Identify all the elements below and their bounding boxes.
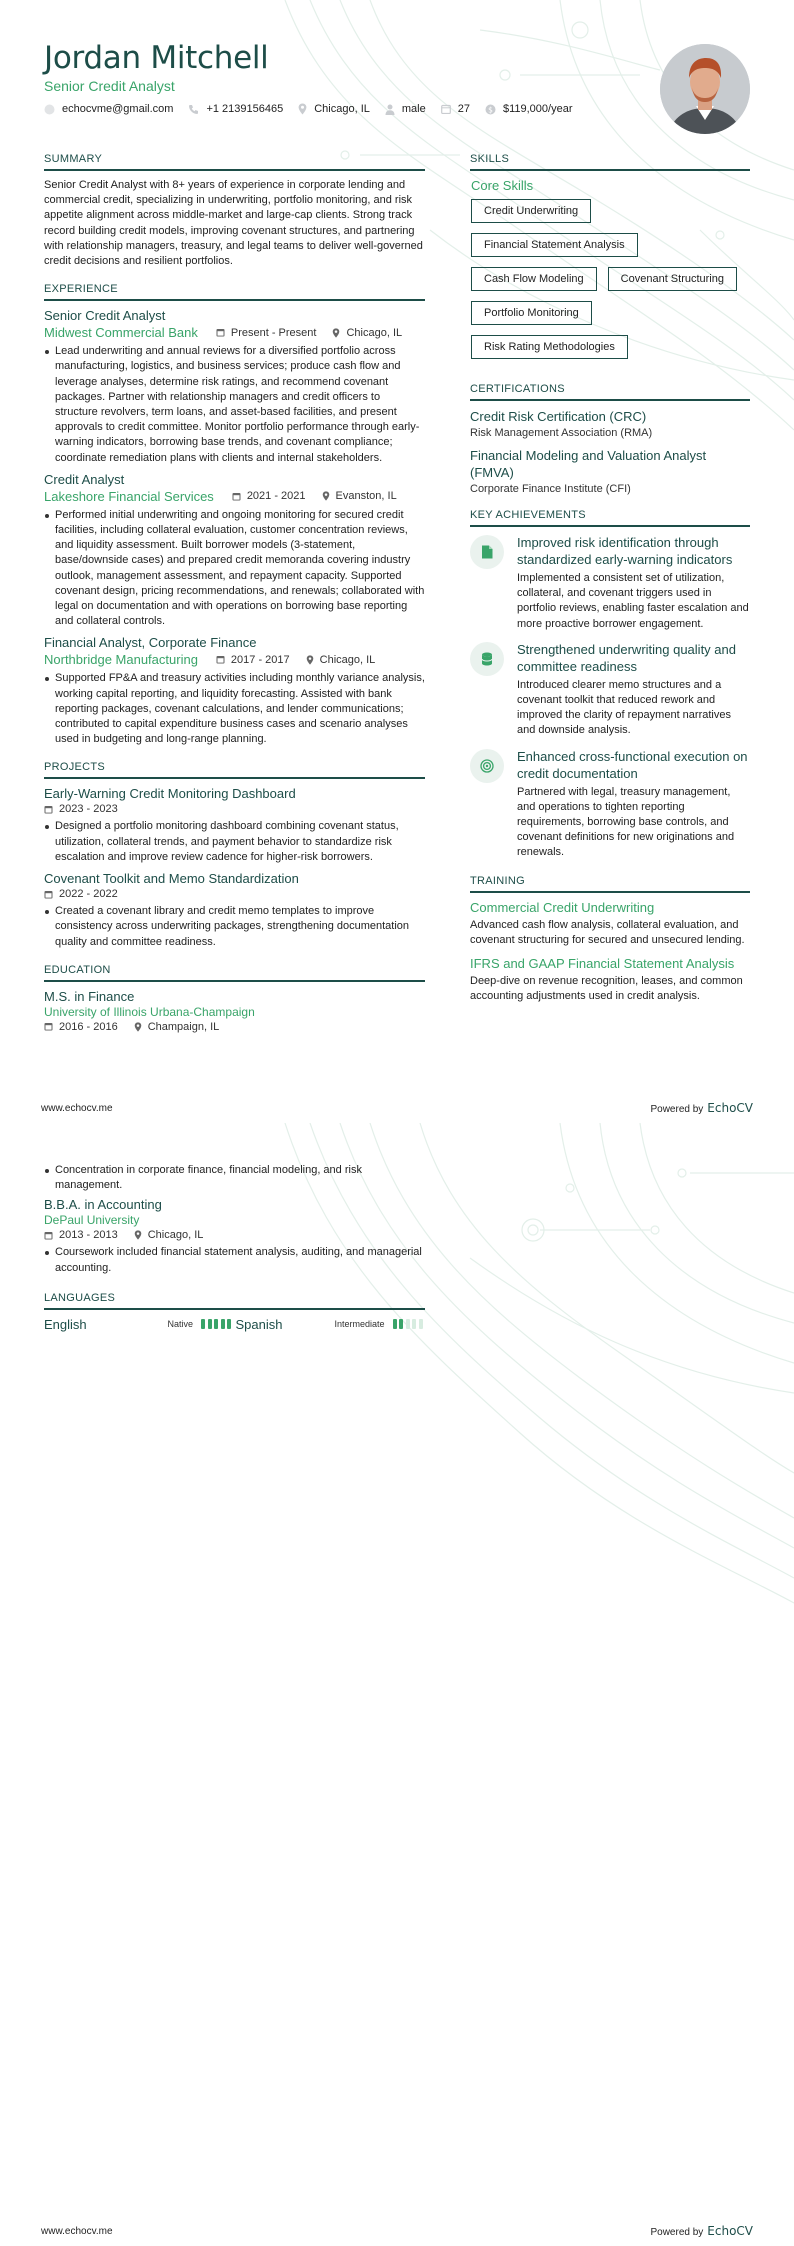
achievement-desc: Implemented a consistent set of utilization, collateral, and covenant triggers used in portfolio reviews, enabling faster escalation and more proactive borrower engagement. [517, 572, 749, 630]
skills-group-title: Core Skills [471, 178, 534, 193]
location-pin-icon [134, 1230, 142, 1240]
email-text: echocvme@gmail.com [62, 103, 174, 115]
contact-gender [385, 103, 426, 115]
skill-tag: Risk Rating Methodologies [471, 335, 628, 359]
proficiency-bar [214, 1319, 218, 1329]
profile-photo [660, 44, 750, 134]
education-dates-text: 2013 - 2013 [59, 1229, 118, 1242]
experience-bullet: Supported FP&A and treasury activities including monthly variance analysis, working capital reporting, and liquidity forecasting. Assisted with bank reporting packages, covenant calculations, and lender communications; contributed to capital expenditure business cases and scenario analyses used in budgeting and long-range planning. [44, 671, 425, 747]
certification-name: Credit Risk Certification (CRC) [470, 409, 647, 424]
education-degree: B.B.A. in Accounting [44, 1197, 162, 1213]
email-icon [44, 104, 55, 115]
experience-dates-text: Present - Present [230, 326, 317, 339]
language-item [236, 1317, 426, 1332]
resume-page-2 [0, 1123, 794, 2246]
right-column [470, 153, 750, 1012]
location-pin-icon [134, 1022, 142, 1032]
training-name: Commercial Credit Underwriting [470, 899, 655, 915]
language-name: Spanish [235, 1316, 283, 1332]
contact-row [44, 103, 684, 115]
language-proficiency-bars [393, 1319, 426, 1329]
person-icon [385, 104, 395, 115]
proficiency-bar [201, 1319, 205, 1329]
salary-text: $119,000/year [502, 103, 573, 115]
page-footer [41, 1093, 753, 1123]
project-item [44, 871, 425, 950]
project-bullet: Created a covenant library and credit memo templates to improve consistency across underwriting packages, strengthening documentation quality and committee readiness. [44, 904, 425, 950]
calendar-icon [232, 492, 241, 501]
contact-salary [485, 103, 573, 115]
project-name: Early-Warning Credit Monitoring Dashboard [44, 786, 296, 802]
calendar-icon [44, 890, 53, 899]
location-pin-icon [298, 103, 307, 115]
education-section [44, 964, 425, 1033]
proficiency-bar [221, 1319, 225, 1329]
certifications-section [470, 383, 750, 495]
certification-name: Financial Modeling and Valuation Analyst (FMVA) [470, 448, 707, 480]
resume-header [44, 40, 684, 115]
achievement-title: Improved risk identification through standardized early-warning indicators [517, 535, 733, 567]
calendar-icon [441, 104, 451, 114]
proficiency-bar [419, 1319, 423, 1329]
candidate-title: Senior Credit Analyst [44, 78, 175, 94]
skill-tag: Portfolio Monitoring [471, 301, 592, 325]
achievement-desc: Introduced clearer memo structures and a covenant toolkit that reduced rework and improved the clarity of repayment narratives and downside analysis. [517, 678, 731, 737]
phone-icon [188, 104, 199, 115]
proficiency-bar [406, 1319, 410, 1329]
contact-email [44, 103, 173, 115]
footer-brand[interactable]: EchoCV [707, 2224, 753, 2238]
language-level: Intermediate [334, 1319, 385, 1330]
experience-dates [216, 327, 317, 339]
education-location-text: Chicago, IL [147, 1229, 204, 1242]
education-degree: M.S. in Finance [44, 988, 135, 1004]
education-school: DePaul University [44, 1213, 140, 1228]
certification-org: Risk Management Association (RMA) [470, 427, 653, 439]
languages-section [44, 1292, 425, 1332]
achievement-item [470, 534, 750, 632]
experience-location [306, 654, 376, 666]
project-dates-text: 2023 - 2023 [59, 803, 118, 816]
project-name: Covenant Toolkit and Memo Standardization [44, 871, 299, 887]
achievement-item [470, 748, 750, 861]
skills-heading: SKILLS [470, 153, 750, 171]
education-location-text: Champaign, IL [147, 1020, 220, 1033]
footer-powered-label: Powered by [650, 2227, 704, 2238]
project-dates-text: 2022 - 2022 [59, 888, 118, 901]
proficiency-bar [393, 1319, 397, 1329]
skill-tags [470, 199, 750, 369]
language-name: English [44, 1316, 87, 1332]
education-dates-text: 2016 - 2016 [59, 1020, 118, 1033]
experience-bullet: Lead underwriting and annual reviews for a diversified portfolio across manufacturing, logistics, and business services; produce cash flow and leverage analyses, determine risk ratings, and recommend covenant packages. Partner with relationship managers and credit officers to structure revolvers, term loans, and asset-based facilities, and present approvals to credit committee. Monitor portfolio performance through early-warning indicators, borrowing base trends, and covenant compliance; coordinate remediation plans with clients and internal stakeholders. [44, 344, 425, 466]
education-location [134, 1229, 204, 1241]
experience-dates-text: 2021 - 2021 [246, 490, 306, 503]
project-dates [44, 888, 118, 900]
experience-item [44, 308, 425, 466]
footer-powered-by [650, 1101, 753, 1115]
experience-location [332, 327, 402, 339]
age-text: 27 [457, 103, 470, 115]
skill-tag: Credit Underwriting [471, 199, 591, 223]
contact-location [298, 103, 370, 115]
education-heading: EDUCATION [44, 964, 425, 982]
footer-powered-by [650, 2224, 753, 2238]
calendar-icon [216, 655, 225, 664]
experience-bullet: Performed initial underwriting and ongoing monitoring for secured credit facilities, including collateral evaluation, customer concentration reviews, and liquidity assessment. Built borrower models (3-statement, base/downside cases) and prepared credit memoranda covering industry outlook, management assessment, and repayment capacity. Supported covenant design, pricing recommendations, and renewals; collaborated with legal on documentation and with operations on borrowing base reporting and collateral controls. [44, 508, 425, 630]
gender-text: male [401, 103, 426, 115]
language-proficiency-bars [201, 1319, 234, 1329]
education-bullet: Concentration in corporate finance, financial modeling, and risk management. [44, 1163, 425, 1193]
training-desc: Advanced cash flow analysis, collateral evaluation, and covenant structuring for secured and unsecured lending. [470, 918, 745, 946]
achievement-desc: Partnered with legal, treasury management, and operations to tighten reporting requirements, borrowing base controls, and covenant definitions for new originations and renewals. [517, 785, 735, 859]
experience-location-text: Chicago, IL [346, 326, 403, 339]
education-bullet: Coursework included financial statement analysis, auditing, and managerial accounting. [44, 1245, 425, 1275]
footer-site-link[interactable]: www.echocv.me [41, 1102, 113, 1114]
training-heading: TRAINING [470, 875, 750, 893]
candidate-name: Jordan Mitchell [44, 40, 269, 76]
language-level: Native [167, 1319, 193, 1330]
database-icon [470, 642, 504, 676]
language-item [44, 1317, 234, 1332]
experience-location-text: Chicago, IL [319, 653, 376, 666]
proficiency-bar [412, 1319, 416, 1329]
proficiency-bar [227, 1319, 231, 1329]
left-column [44, 153, 425, 1041]
education-location [134, 1021, 220, 1033]
training-section [470, 875, 750, 1005]
page2-left-column [44, 1163, 425, 1332]
footer-brand[interactable]: EchoCV [707, 1101, 753, 1115]
location-pin-icon [322, 491, 330, 501]
proficiency-bar [208, 1319, 212, 1329]
training-desc: Deep-dive on revenue recognition, leases, and common accounting adjustments used in credit analysis. [470, 975, 743, 1003]
calendar-icon [44, 1022, 53, 1031]
skill-tag: Financial Statement Analysis [471, 233, 638, 257]
project-dates [44, 803, 118, 815]
project-bullet: Designed a portfolio monitoring dashboard combining covenant status, utilization, collateral trends, and payment behavior to standardize risk escalation and improve review cadence for higher-risk borrowers. [44, 819, 425, 865]
certifications-heading: CERTIFICATIONS [470, 383, 750, 401]
experience-section [44, 283, 425, 747]
certification-org: Corporate Finance Institute (CFI) [470, 483, 631, 495]
calendar-icon [216, 328, 225, 337]
skill-tag: Covenant Structuring [608, 267, 737, 291]
training-name: IFRS and GAAP Financial Statement Analysis [470, 956, 735, 972]
experience-item [44, 472, 425, 630]
education-dates [44, 1229, 118, 1241]
experience-company: Midwest Commercial Bank [44, 325, 198, 341]
projects-section [44, 761, 425, 949]
experience-role: Senior Credit Analyst [44, 308, 166, 324]
calendar-icon [44, 805, 53, 814]
summary-text: Senior Credit Analyst with 8+ years of experience in corporate lending and commercial credit, specializing in underwriting, portfolio monitoring, and risk appetite alignment across middle-market and large-cap clients. Strong track record building credit models, improving covenant structures, and partnering with relationship managers, treasury, and legal teams to deliver well-governed credit decisions and resilient portfolios. [44, 179, 423, 268]
achievements-heading: KEY ACHIEVEMENTS [470, 509, 750, 527]
target-icon [470, 749, 504, 783]
languages-heading: LANGUAGES [44, 1292, 425, 1310]
location-pin-icon [306, 655, 314, 665]
calendar-icon [44, 1231, 53, 1240]
summary-heading: SUMMARY [44, 153, 425, 171]
skill-tag: Cash Flow Modeling [471, 267, 597, 291]
footer-powered-label: Powered by [650, 1104, 704, 1115]
education-dates [44, 1021, 118, 1033]
document-icon [470, 535, 504, 569]
achievements-section [470, 509, 750, 861]
achievement-title: Strengthened underwriting quality and committee readiness [517, 641, 736, 674]
achievement-title: Enhanced cross-functional execution on credit documentation [517, 748, 748, 781]
svg-text:$: $ [488, 104, 493, 114]
skills-section [470, 153, 750, 369]
experience-company: Northbridge Manufacturing [44, 652, 198, 668]
project-item [44, 786, 425, 865]
achievement-item [470, 641, 750, 739]
contact-age [441, 103, 470, 115]
experience-dates [232, 490, 306, 502]
experience-heading: EXPERIENCE [44, 283, 425, 301]
education-school: University of Illinois Urbana-Champaign [44, 1004, 255, 1019]
experience-dates-text: 2017 - 2017 [230, 653, 290, 666]
proficiency-bar [399, 1319, 403, 1329]
experience-location-text: Evanston, IL [335, 490, 397, 503]
experience-dates [216, 654, 290, 666]
experience-role: Credit Analyst [44, 471, 125, 487]
summary-section [44, 153, 425, 269]
footer-site-link[interactable]: www.echocv.me [41, 2225, 113, 2237]
location-text: Chicago, IL [314, 103, 370, 115]
education-item [44, 989, 425, 1033]
contact-phone [188, 103, 283, 115]
experience-company: Lakeshore Financial Services [44, 488, 214, 504]
projects-heading: PROJECTS [44, 761, 425, 779]
experience-role: Financial Analyst, Corporate Finance [44, 635, 257, 651]
profile-portrait-icon [660, 44, 750, 134]
experience-item [44, 635, 425, 747]
experience-location [322, 490, 397, 502]
page-footer [41, 2216, 753, 2246]
location-pin-icon [332, 328, 340, 338]
education-item [44, 1197, 425, 1275]
phone-text: +1 2139156465 [206, 103, 284, 115]
money-icon [485, 104, 496, 115]
